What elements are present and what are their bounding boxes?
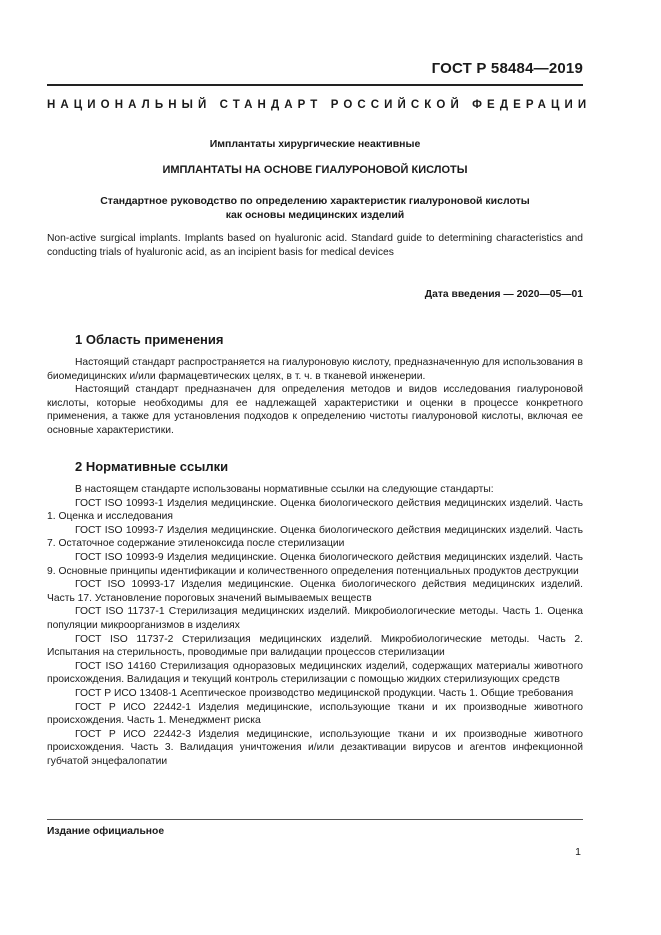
standard-subtitle-line-2: как основы медицинских изделий bbox=[225, 209, 405, 221]
paragraph: Настоящий стандарт распространяется на гиалуроновую кислоту, предназначенную для использования в биомедицинских и/или фармацевтических целях, в т. ч. в тканевой инженерии. bbox=[47, 357, 583, 382]
national-standard-banner: НАЦИОНАЛЬНЫЙ СТАНДАРТ РОССИЙСКОЙ ФЕДЕРАЦИИ bbox=[47, 99, 592, 111]
reference-item: ГОСТ ISO 11737-2 Стерилизация медицинских изделий. Микробиологические методы. Часть 2. Испытания на стерильность, проводимые при валидации процессов стерилизации bbox=[47, 633, 583, 659]
reference-item: ГОСТ Р ИСО 22442-3 Изделия медицинские, использующие ткани и их производные животного происхождения. Часть 3. Валидация уничтожения и/или дезактивации вирусов и агентов инфекционной губчатой энцефалопатии bbox=[47, 728, 583, 767]
official-edition-label: Издание официальное bbox=[47, 826, 165, 837]
reference-item: ГОСТ Р ИСО 13408-1 Асептическое производство медицинской продукции. Часть 1. Общие требования bbox=[75, 687, 574, 699]
paragraph: В настоящем стандарте использованы нормативные ссылки на следующие стандарты: bbox=[75, 484, 494, 495]
standard-subtitle bbox=[47, 194, 583, 222]
reference-item: ГОСТ ISO 14160 Стерилизация одноразовых медицинских изделий, содержащих материалы животного происхождения. Валидация и текущий контроль стерилизации с помощью жидких стерилизующих средств bbox=[47, 660, 583, 686]
reference-item: ГОСТ ISO 10993-17 Изделия медицинские. Оценка биологического действия медицинских изделий. Часть 17. Установление пороговых значений вымываемых веществ bbox=[47, 579, 583, 604]
standard-group-title: Имплантаты хирургические неактивные bbox=[209, 138, 421, 150]
section-1-body bbox=[47, 356, 583, 438]
section-1-heading: 1 Область применения bbox=[75, 332, 224, 347]
section-2-body bbox=[47, 483, 583, 768]
reference-item: ГОСТ Р ИСО 22442-1 Изделия медицинские, использующие ткани и их производные животного происхождения. Часть 1. Менеджмент риска bbox=[47, 701, 583, 727]
document-code: ГОСТ Р 58484—2019 bbox=[431, 60, 583, 77]
introduction-date: Дата введения — 2020—05—01 bbox=[424, 289, 583, 300]
header-rule bbox=[47, 84, 583, 86]
reference-item: ГОСТ ISO 10993-1 Изделия медицинские. Оценка биологического действия медицинских изделий. Часть 1. Оценка и исследования bbox=[47, 497, 583, 523]
reference-item: ГОСТ ISO 10993-7 Изделия медицинские. Оценка биологического действия медицинских изделий. Часть 7. Остаточное содержание этиленоксида после стерилизации bbox=[47, 524, 583, 550]
reference-item: ГОСТ ISO 11737-1 Стерилизация медицинских изделий. Микробиологические методы. Часть 1. Оценка популяции микроорганизмов в изделиях bbox=[47, 606, 583, 631]
reference-item: ГОСТ ISO 10993-9 Изделия медицинские. Оценка биологического действия медицинских изделий. Часть 9. Основные принципы идентификации и количественного определения потенциальных продуктов деструкции bbox=[47, 551, 583, 577]
english-title: Non-active surgical implants. Implants based on hyaluronic acid. Standard guide to determining characteristics and conducting trials of hyaluronic acid, as an incipient basis for medical devices bbox=[47, 233, 583, 258]
paragraph: Настоящий стандарт предназначен для определения методов и видов исследования гиалуроновой кислоты, которые необходимы для ее надлежащей характеристики и оценки в процессе конкретного применения, а также для установления подходов к определению чистоты гиалуроновой кислоты, включая ее основные характеристики. bbox=[47, 384, 583, 436]
footer-rule bbox=[47, 819, 583, 820]
standard-subtitle-line-1: Стандартное руководство по определению характеристик гиалуроновой кислоты bbox=[100, 195, 530, 207]
section-2-heading: 2 Нормативные ссылки bbox=[75, 459, 229, 474]
page-number: 1 bbox=[575, 846, 581, 858]
standard-main-title: ИМПЛАНТАТЫ НА ОСНОВЕ ГИАЛУРОНОВОЙ КИСЛОТЫ bbox=[162, 164, 468, 176]
